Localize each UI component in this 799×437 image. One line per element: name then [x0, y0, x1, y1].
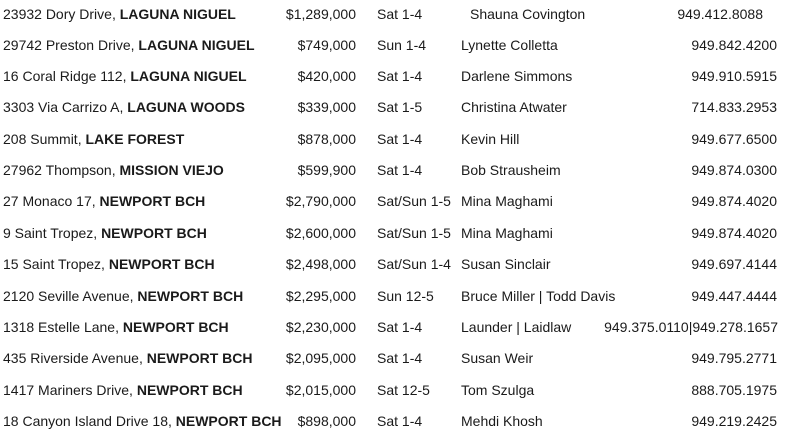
listing-row — [0, 124, 799, 155]
listing-row — [0, 249, 799, 280]
listing-phone: 949.447.4444 — [691, 288, 777, 304]
listing-city: LAGUNA NIGUEL — [138, 37, 255, 53]
listing-city: NEWPORT BCH — [99, 193, 206, 209]
listing-open-house-time: Sat 12-5 — [377, 382, 430, 398]
listing-address — [3, 155, 224, 186]
listing-city: LAGUNA NIGUEL — [130, 68, 247, 84]
listing-phone: 949.677.6500 — [691, 131, 777, 147]
listing-city: NEWPORT BCH — [136, 382, 243, 398]
listing-row — [0, 375, 799, 406]
listing-price: $749,000 — [297, 37, 356, 53]
listing-city: NEWPORT BCH — [146, 350, 253, 366]
listing-phone: 949.874.4020 — [691, 225, 777, 241]
listing-agent: Launder | Laidlaw — [461, 319, 572, 335]
listing-address — [3, 312, 229, 343]
listing-phone: 949.795.2771 — [691, 350, 777, 366]
listing-address — [3, 124, 184, 155]
listing-city: NEWPORT BCH — [108, 256, 215, 272]
listing-agent: Shauna Covington — [470, 6, 586, 22]
listing-agent: Mina Maghami — [461, 225, 553, 241]
listing-row — [0, 312, 799, 343]
listing-price: $2,095,000 — [285, 350, 356, 366]
listing-row — [0, 61, 799, 92]
listing-address — [3, 186, 205, 217]
listing-row — [0, 30, 799, 61]
listing-agent: Bob Strausheim — [461, 162, 561, 178]
listing-city: NEWPORT BCH — [101, 225, 207, 241]
listing-address — [3, 375, 243, 406]
listing-address — [3, 281, 243, 312]
listing-street: 27 Monaco 17, — [3, 193, 100, 209]
listing-street: 18 Canyon Island Drive 18, — [3, 413, 176, 429]
listing-price: $2,015,000 — [285, 382, 356, 398]
listing-open-house-time: Sat/Sun 1-5 — [377, 225, 451, 241]
listing-open-house-time: Sun 1-4 — [377, 37, 427, 53]
listing-price: $339,000 — [297, 99, 356, 115]
listing-price: $2,600,000 — [285, 225, 356, 241]
listing-address — [3, 61, 247, 92]
listing-city: NEWPORT BCH — [122, 319, 229, 335]
listing-phone: 949.874.0300 — [691, 162, 777, 178]
listing-price: $2,790,000 — [285, 193, 356, 209]
listing-open-house-time: Sun 12-5 — [377, 288, 434, 304]
listing-agent: Kevin Hill — [461, 131, 520, 147]
listing-street: 2120 Seville Avenue, — [3, 288, 138, 304]
listing-agent: Darlene Simmons — [461, 68, 573, 84]
listing-address — [3, 218, 207, 249]
listing-agent: Tom Szulga — [461, 382, 535, 398]
listing-agent: Mina Maghami — [461, 193, 553, 209]
listing-open-house-time: Sat 1-4 — [377, 68, 423, 84]
listing-city: LAGUNA WOODS — [127, 99, 245, 115]
listing-phone: 949.697.4144 — [691, 256, 777, 272]
listing-address — [3, 343, 253, 374]
listing-phone: 949.910.5915 — [691, 68, 777, 84]
listing-row — [0, 155, 799, 186]
listing-agent: Bruce Miller | Todd Davis — [461, 288, 616, 304]
listing-agent: Mehdi Khosh — [461, 413, 543, 429]
listing-open-house-time: Sat/Sun 1-5 — [377, 193, 451, 209]
listing-phone: 949.375.0110|949.278.1657 — [604, 319, 778, 335]
listing-street: 3303 Via Carrizo A, — [3, 99, 128, 115]
listing-open-house-time: Sat 1-5 — [377, 99, 423, 115]
listing-row — [0, 0, 799, 30]
listing-phone: 949.412.8088 — [677, 6, 763, 22]
listing-open-house-time: Sat 1-4 — [377, 6, 423, 22]
listing-street: 1318 Estelle Lane, — [3, 319, 123, 335]
listing-address — [3, 30, 255, 61]
listing-street: 435 Riverside Avenue, — [3, 350, 147, 366]
listing-price: $2,498,000 — [285, 256, 356, 272]
listing-city: MISSION VIEJO — [119, 162, 224, 178]
listing-city: NEWPORT BCH — [175, 413, 282, 429]
listing-phone: 714.833.2953 — [691, 99, 777, 115]
listing-street: 16 Coral Ridge 112, — [3, 68, 131, 84]
listing-open-house-time: Sat 1-4 — [377, 131, 423, 147]
listing-price: $599,900 — [297, 162, 356, 178]
listing-city: NEWPORT BCH — [137, 288, 244, 304]
listing-address — [3, 406, 282, 437]
listing-street: 27962 Thompson, — [3, 162, 120, 178]
listing-row — [0, 281, 799, 312]
listing-street: 23932 Dory Drive, — [3, 6, 120, 22]
listing-price: $420,000 — [297, 68, 356, 84]
listing-row — [0, 186, 799, 217]
listing-agent: Susan Sinclair — [461, 256, 551, 272]
listing-street: 29742 Preston Drive, — [3, 37, 139, 53]
listing-open-house-time: Sat/Sun 1-4 — [377, 256, 451, 272]
listing-price: $878,000 — [297, 131, 356, 147]
listing-row — [0, 92, 799, 123]
listing-price: $1,289,000 — [285, 6, 356, 22]
listing-row — [0, 343, 799, 374]
listing-phone: 949.874.4020 — [691, 193, 777, 209]
listing-price: $2,230,000 — [285, 319, 356, 335]
listing-city: LAKE FOREST — [85, 131, 185, 147]
listing-row — [0, 406, 799, 437]
listing-agent: Lynette Colletta — [461, 37, 558, 53]
listing-address — [3, 92, 245, 123]
listing-address — [3, 0, 236, 30]
listing-street: 1417 Mariners Drive, — [3, 382, 137, 398]
listing-agent: Christina Atwater — [461, 99, 567, 115]
listing-address — [3, 249, 215, 280]
listing-open-house-time: Sat 1-4 — [377, 350, 423, 366]
listing-phone: 949.219.2425 — [691, 413, 777, 429]
listing-street: 9 Saint Tropez, — [3, 225, 102, 241]
listing-price: $2,295,000 — [285, 288, 356, 304]
listing-phone: 949.842.4200 — [691, 37, 777, 53]
listing-street: 15 Saint Tropez, — [3, 256, 109, 272]
listing-row — [0, 218, 799, 249]
listing-open-house-time: Sat 1-4 — [377, 413, 423, 429]
listing-street: 208 Summit, — [3, 131, 86, 147]
listing-agent: Susan Weir — [461, 350, 534, 366]
listing-open-house-time: Sat 1-4 — [377, 319, 423, 335]
listing-open-house-time: Sat 1-4 — [377, 162, 423, 178]
listing-phone: 888.705.1975 — [691, 382, 777, 398]
listing-price: $898,000 — [297, 413, 356, 429]
listing-city: LAGUNA NIGUEL — [119, 6, 236, 22]
